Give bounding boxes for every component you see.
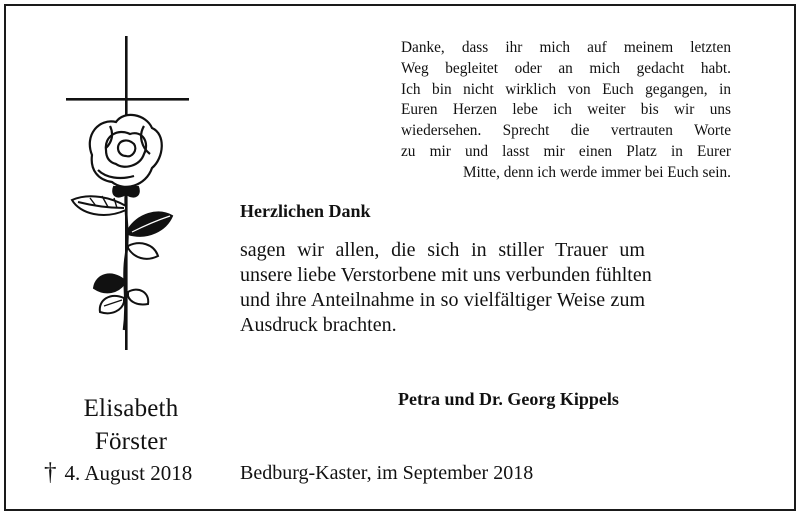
death-date: 4. August 2018 bbox=[64, 461, 193, 485]
deceased-last-name: Förster bbox=[94, 428, 168, 455]
family-signature: Petra und Dr. Georg Kippels bbox=[398, 389, 619, 409]
poem-line: zu mir und lasst mir einen Platz in Eurer bbox=[401, 142, 731, 160]
rose-leaf-right-icon bbox=[128, 212, 172, 258]
deceased-first-name: Elisabeth bbox=[83, 395, 179, 422]
poem-line: Euren Herzen lebe ich weiter bis wir uns bbox=[401, 101, 731, 119]
poem-line: Danke, dass ihr mich auf meinem letzten bbox=[401, 39, 731, 56]
thanks-text bbox=[240, 238, 652, 338]
poem-line: Ich bin nicht wirklich von Euch gegangen, in bbox=[401, 80, 731, 98]
poem-line: wiedersehen. Sprecht die vertrauten Worte bbox=[401, 122, 731, 140]
thanks-line: unsere liebe Verstorbene mit uns verbunden fühlten bbox=[240, 264, 652, 286]
place-and-date: Bedburg-Kaster, im September 2018 bbox=[240, 462, 534, 484]
dagger-icon: † bbox=[44, 459, 57, 486]
rose-leaf-left-icon bbox=[72, 196, 126, 215]
thanks-line: Ausdruck brachten. bbox=[240, 314, 397, 336]
rose-leaf-lower-icon bbox=[94, 274, 148, 313]
thanks-heading: Herzlichen Dank bbox=[240, 201, 371, 221]
thanks-line: sagen wir allen, die sich in stiller Trauer um bbox=[240, 239, 645, 261]
death-date-line bbox=[44, 459, 192, 487]
cross-horizontal-beam bbox=[66, 98, 189, 101]
memorial-poem bbox=[401, 38, 731, 184]
cross-with-rose-illustration bbox=[54, 30, 204, 360]
rose-bloom-icon bbox=[90, 115, 162, 187]
poem-line: Mitte, denn ich werde immer bei Euch sein. bbox=[462, 163, 731, 181]
obituary-card bbox=[4, 4, 796, 511]
thanks-line: und ihre Anteilnahme in so vielfältiger Weise zum bbox=[240, 289, 645, 311]
poem-line: Weg begleitet oder an mich gedacht habt. bbox=[401, 59, 731, 77]
